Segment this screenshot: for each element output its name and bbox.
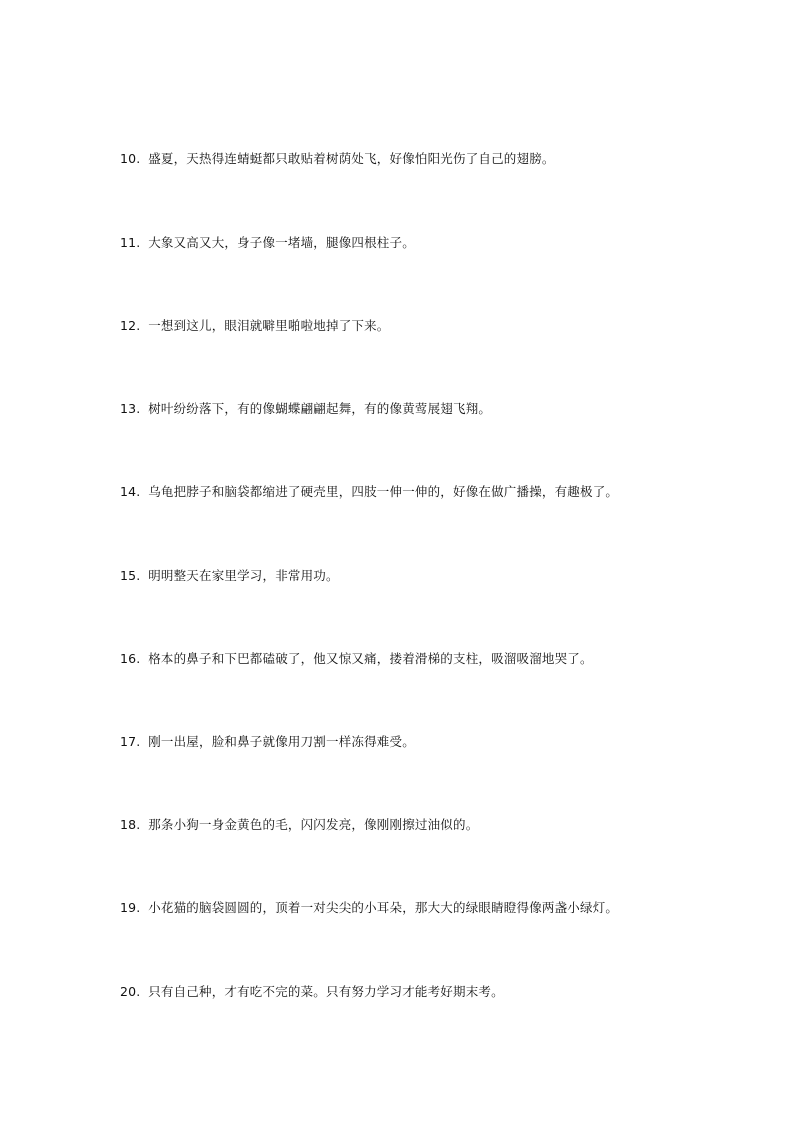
item-text: 树叶纷纷落下，有的像蝴蝶翩翩起舞，有的像黄莺展翅飞翔。 [148,401,492,416]
list-item [120,483,760,501]
item-text: 乌龟把脖子和脑袋都缩进了硬壳里，四肢一伸一伸的，好像在做广播操，有趣极了。 [148,484,619,499]
item-number: 16. [120,651,141,666]
item-number: 13. [120,401,141,416]
item-number: 11. [120,235,141,250]
item-text: 一想到这儿，眼泪就噼里啪啦地掉了下来。 [148,318,390,333]
list-item [120,733,760,751]
list-item [120,816,760,834]
item-number: 10. [120,151,141,166]
item-text: 那条小狗一身金黄色的毛，闪闪发亮，像刚刚擦过油似的。 [148,817,479,832]
list-item [120,983,760,1001]
list-item [120,567,760,585]
item-number: 15. [120,568,141,583]
list-item [120,317,760,335]
item-number: 17. [120,734,141,749]
item-text: 小花猫的脑袋圆圆的，顶着一对尖尖的小耳朵，那大大的绿眼睛瞪得像两盏小绿灯。 [148,900,619,915]
item-number: 12. [120,318,141,333]
item-text: 格本的鼻子和下巴都磕破了，他又惊又痛，搂着滑梯的支柱，吸溜吸溜地哭了。 [148,651,593,666]
item-text: 明明整天在家里学习，非常用功。 [148,568,339,583]
item-number: 20. [120,984,141,999]
item-text: 只有自己种，才有吃不完的菜。只有努力学习才能考好期末考。 [148,984,504,999]
item-number: 18. [120,817,141,832]
item-text: 盛夏，天热得连蜻蜓都只敢贴着树荫处飞，好像怕阳光伤了自己的翅膀。 [148,151,555,166]
list-item [120,150,760,168]
item-text: 大象又高又大，身子像一堵墙，腿像四根柱子。 [148,235,415,250]
item-text: 刚一出屋，脸和鼻子就像用刀割一样冻得难受。 [148,734,415,749]
list-item [120,234,760,252]
item-number: 14. [120,484,141,499]
list-item [120,650,760,668]
list-item [120,400,760,418]
item-number: 19. [120,900,141,915]
list-item [120,899,760,917]
